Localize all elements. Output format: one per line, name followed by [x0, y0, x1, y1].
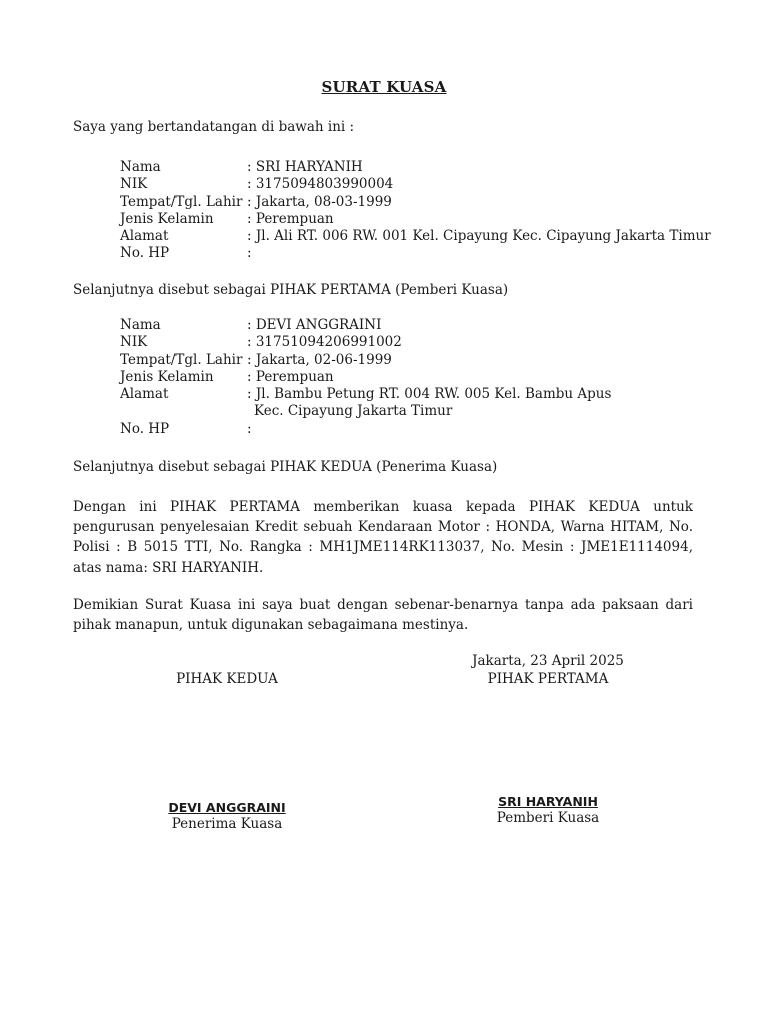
field-row	[120, 159, 711, 176]
field-label: Jenis Kelamin	[120, 210, 214, 227]
field-value: : Perempuan	[247, 210, 334, 227]
field-value: : DEVI ANGGRAINI	[247, 317, 382, 333]
field-label: Alamat	[120, 386, 169, 403]
field-row	[120, 369, 611, 386]
field-row	[120, 352, 611, 369]
field-label: NIK	[120, 334, 148, 351]
field-value: : Jl. Ali RT. 006 RW. 001 Kel. Cipayung Kec. Cipayung Jakarta Timur	[247, 228, 711, 245]
intro-text: Saya yang bertandatangan di bawah ini :	[73, 119, 355, 135]
field-row	[120, 334, 611, 351]
second-party-heading: PIHAK KEDUA	[176, 671, 278, 687]
field-row	[120, 228, 711, 245]
first-party-role: Pemberi Kuasa	[496, 810, 600, 826]
field-row	[120, 317, 611, 334]
first-party-heading: PIHAK PERTAMA	[487, 671, 609, 687]
field-label: Tempat/Tgl. Lahir	[120, 193, 243, 210]
document-title: SURAT KUASA	[321, 78, 447, 96]
second-party-signatory-name: DEVI ANGGRAINI	[168, 800, 286, 815]
body-paragraph: Dengan ini PIHAK PERTAMA memberikan kuasa kepada PIHAK KEDUA untuk pengurusan penyelesaian Kredit sebuah Kendaraan Motor : HONDA, Warna HITAM, No. Polisi : B 5015 TTI, No. Rangka : MH1JME114RK113037, No. Mesin : JME1E1114094, atas nama: SRI HARYANIH.	[73, 499, 693, 576]
second-party-fields	[120, 317, 611, 438]
field-row	[120, 211, 711, 228]
field-label: Tempat/Tgl. Lahir	[120, 351, 243, 368]
field-row	[120, 176, 711, 193]
place-date: Jakarta, 23 April 2025	[472, 653, 624, 669]
first-party-fields	[120, 159, 711, 263]
field-value: : SRI HARYANIH	[247, 159, 363, 175]
field-row	[120, 421, 611, 438]
field-row	[120, 194, 711, 211]
field-label: Alamat	[120, 228, 169, 245]
second-party-role: Penerima Kuasa	[171, 816, 283, 832]
field-label: Nama	[120, 159, 161, 175]
field-value: : 31751094206991002	[247, 334, 402, 351]
field-value: :	[247, 420, 252, 437]
field-label: Jenis Kelamin	[120, 368, 214, 385]
field-value: : Perempuan	[247, 368, 334, 385]
field-label: NIK	[120, 176, 148, 193]
second-party-designation: Selanjutnya disebut sebagai PIHAK KEDUA (Penerima Kuasa)	[73, 459, 498, 475]
field-value: : Jakarta, 02-06-1999	[247, 351, 392, 368]
closing-paragraph: Demikian Surat Kuasa ini saya buat dengan sebenar-benarnya tanpa ada paksaan dari pihak manapun, untuk digunakan sebagaimana mestinya.	[73, 597, 693, 634]
first-party-designation: Selanjutnya disebut sebagai PIHAK PERTAMA (Pemberi Kuasa)	[73, 282, 509, 298]
field-label: No. HP	[120, 420, 170, 437]
field-label: No. HP	[120, 245, 170, 262]
field-row	[120, 386, 611, 403]
field-value: :	[247, 245, 252, 262]
field-value: : 3175094803990004	[247, 176, 394, 193]
field-label: Nama	[120, 317, 161, 333]
first-party-signatory-name: SRI HARYANIH	[498, 794, 598, 809]
field-value: : Jakarta, 08-03-1999	[247, 193, 392, 210]
field-value: : Jl. Bambu Petung RT. 004 RW. 005 Kel. Bambu Apus	[247, 386, 612, 403]
field-row	[120, 245, 711, 262]
address-continuation: Kec. Cipayung Jakarta Timur	[254, 403, 453, 420]
